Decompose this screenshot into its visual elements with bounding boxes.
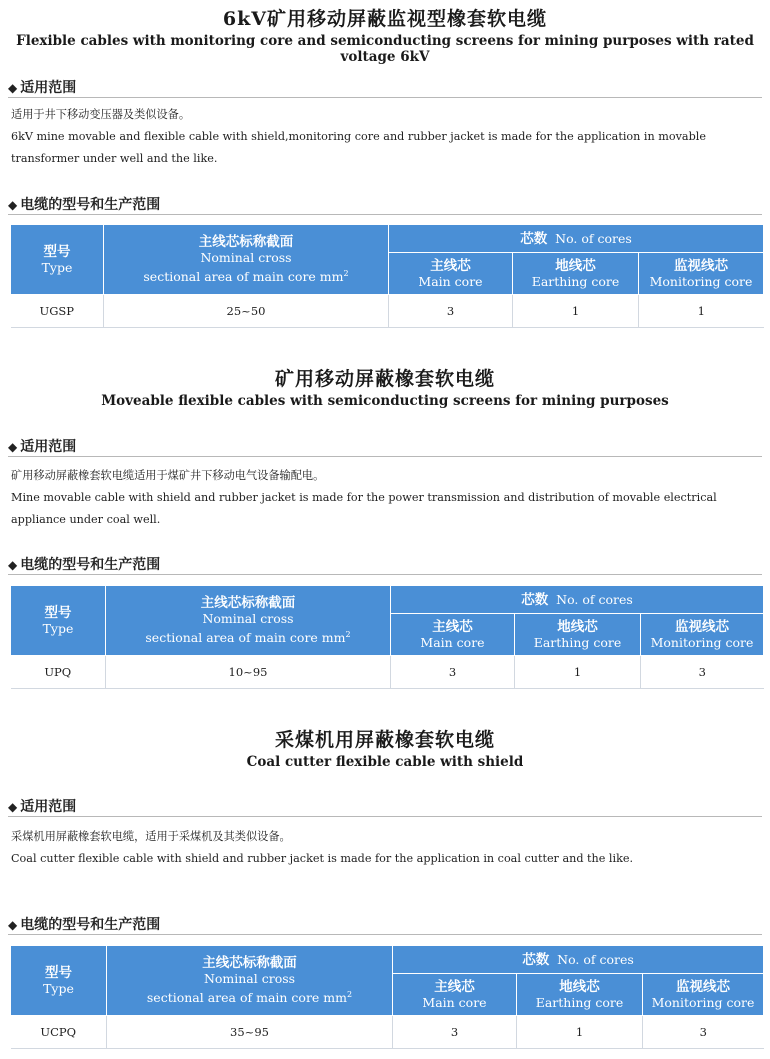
cell-earth: 1 <box>515 656 641 689</box>
cable-section-3 <box>0 725 770 770</box>
cell-monitor: 1 <box>639 295 764 328</box>
scope-heading: ◆ 适用范围 <box>8 439 77 455</box>
cell-section: 35~95 <box>107 1016 393 1049</box>
header-cores: 芯数 No. of cores <box>391 586 764 614</box>
header-nominal: 主线芯标称截面 Nominal cross sectional area of main core $mm^2$ <box>104 225 389 295</box>
cell-main: 3 <box>393 1016 517 1049</box>
header-monitoring-core: 监视线芯 Monitoring core <box>641 614 764 656</box>
spec-heading: ◆ 电缆的型号和生产范围 <box>8 557 161 573</box>
divider <box>8 214 762 215</box>
cell-section: 10~95 <box>106 656 391 689</box>
header-earthing-core: 地线芯 Earthing core <box>515 614 641 656</box>
cell-earth: 1 <box>517 1016 643 1049</box>
cell-monitor: 3 <box>643 1016 764 1049</box>
diamond-bullet-icon: ◆ <box>8 81 18 95</box>
table-row <box>11 1016 764 1049</box>
diamond-bullet-icon: ◆ <box>8 800 18 814</box>
spec-table <box>10 224 764 328</box>
cell-type: UCPQ <box>11 1016 107 1049</box>
section-title-cn: 6kV矿用移动屏蔽监视型橡套软电缆 <box>222 8 548 30</box>
header-earthing-core: 地线芯 Earthing core <box>517 974 643 1016</box>
scope-heading: ◆ 适用范围 <box>8 80 77 96</box>
scope-text-en: 6kV mine movable and flexible cable with shield,monitoring core and rubber jacket is made for the application in movable transformer under well and the like. <box>11 130 706 165</box>
scope-text <box>11 465 759 531</box>
header-cores: 芯数 No. of cores <box>393 946 764 974</box>
divider <box>8 934 762 935</box>
table-row <box>11 656 764 689</box>
header-main-core: 主线芯 Main core <box>393 974 517 1016</box>
section-title-cn: 采煤机用屏蔽橡套软电缆 <box>274 729 495 751</box>
scope-text <box>11 104 759 170</box>
section-title-en: Coal cutter flexible cable with shield <box>246 754 524 770</box>
scope-text-cn: 矿用移动屏蔽橡套软电缆适用于煤矿井下移动电气设备输配电。 <box>11 469 325 482</box>
header-monitoring-core: 监视线芯 Monitoring core <box>643 974 764 1016</box>
cell-monitor: 3 <box>641 656 764 689</box>
header-nominal: 主线芯标称截面 Nominal cross sectional area of main core $mm^2$ <box>107 946 393 1016</box>
divider <box>8 574 762 575</box>
table-row <box>11 295 764 328</box>
diamond-bullet-icon: ◆ <box>8 918 18 932</box>
scope-text-en: Coal cutter flexible cable with shield and rubber jacket is made for the application in coal cutter and the like. <box>11 852 634 865</box>
header-earthing-core: 地线芯 Earthing core <box>513 253 639 295</box>
section-title-en: Flexible cables with monitoring core and semiconducting screens for mining purposes with rated voltage 6kV <box>16 33 754 65</box>
spec-table <box>10 585 764 689</box>
header-monitoring-core: 监视线芯 Monitoring core <box>639 253 764 295</box>
header-type: 型号 Type <box>11 946 107 1016</box>
cell-section: 25~50 <box>104 295 389 328</box>
header-type: 型号 Type <box>11 586 106 656</box>
cell-main: 3 <box>391 656 515 689</box>
diamond-bullet-icon: ◆ <box>8 440 18 454</box>
header-nominal: 主线芯标称截面 Nominal cross sectional area of main core $mm^2$ <box>106 586 391 656</box>
diamond-bullet-icon: ◆ <box>8 198 18 212</box>
scope-text-cn: 适用于井下移动变压器及类似设备。 <box>11 108 191 121</box>
header-main-core: 主线芯 Main core <box>389 253 513 295</box>
cell-type: UGSP <box>11 295 104 328</box>
scope-text <box>11 826 759 870</box>
cell-earth: 1 <box>513 295 639 328</box>
divider <box>8 816 762 817</box>
spec-heading: ◆ 电缆的型号和生产范围 <box>8 917 161 933</box>
section-title-en: Moveable flexible cables with semiconducting screens for mining purposes <box>101 393 669 409</box>
section-title-cn: 矿用移动屏蔽橡套软电缆 <box>274 368 495 390</box>
header-cores: 芯数 No. of cores <box>389 225 764 253</box>
cable-section-2 <box>0 364 770 409</box>
spec-heading: ◆ 电缆的型号和生产范围 <box>8 197 161 213</box>
cell-type: UPQ <box>11 656 106 689</box>
divider <box>8 456 762 457</box>
scope-text-cn: 采煤机用屏蔽橡套软电缆，适用于采煤机及其类似设备。 <box>11 830 291 843</box>
divider <box>8 97 762 98</box>
header-type: 型号 Type <box>11 225 104 295</box>
diamond-bullet-icon: ◆ <box>8 558 18 572</box>
cable-section-1 <box>0 4 770 65</box>
cell-main: 3 <box>389 295 513 328</box>
scope-heading: ◆ 适用范围 <box>8 799 77 815</box>
spec-table <box>10 945 764 1049</box>
scope-text-en: Mine movable cable with shield and rubber jacket is made for the power transmission and distribution of movable electrical appliance under coal well. <box>11 491 717 526</box>
header-main-core: 主线芯 Main core <box>391 614 515 656</box>
